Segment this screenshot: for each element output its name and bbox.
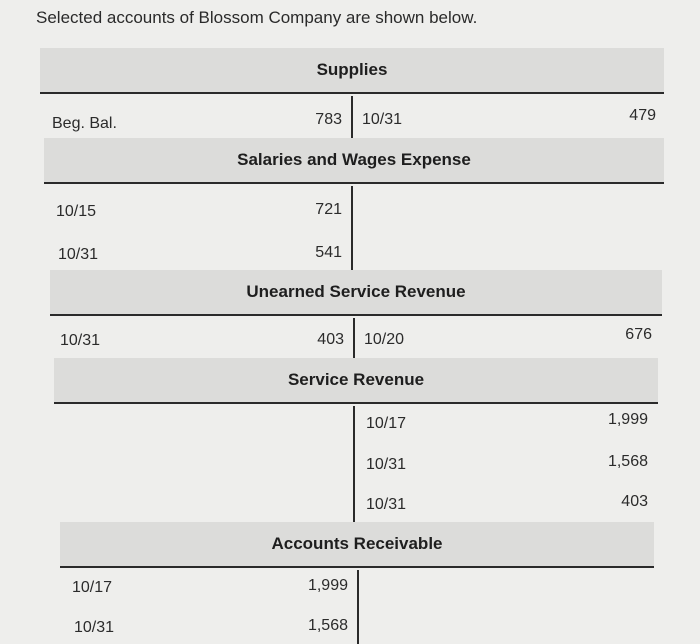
account-title: Service Revenue: [287, 370, 425, 389]
debit-amount: 783: [315, 111, 342, 128]
credit-label: 10/31: [366, 456, 407, 473]
debit-amount: 1,568: [307, 617, 348, 634]
account-title: Unearned Service Revenue: [246, 282, 466, 301]
t-divider: [353, 406, 355, 522]
account-title-bar: [50, 270, 662, 316]
debit-label: 10/31: [58, 246, 99, 263]
account-title: Supplies: [316, 60, 388, 79]
credit-amount: 479: [629, 107, 656, 124]
account-title-bar: [40, 48, 664, 94]
debit-label: Beg. Bal.: [52, 115, 117, 132]
debit-amount: 541: [315, 244, 342, 261]
credit-amount: 676: [625, 326, 652, 343]
t-divider: [357, 570, 359, 644]
account-title-bar: [54, 358, 658, 404]
credit-label: 10/20: [364, 331, 405, 348]
t-divider: [351, 186, 353, 270]
intro-text: Selected accounts of Blossom Company are shown below.: [36, 8, 478, 27]
debit-amount: 1,999: [307, 577, 348, 594]
t-divider: [351, 96, 353, 138]
credit-amount: 1,999: [607, 411, 648, 428]
credit-label: 10/31: [366, 496, 407, 513]
debit-label: 10/31: [74, 619, 115, 636]
account-title: Accounts Receivable: [271, 534, 443, 553]
credit-label: 10/17: [366, 415, 407, 432]
credit-amount: 403: [621, 493, 648, 510]
credit-label: 10/31: [362, 111, 403, 128]
debit-label: 10/17: [72, 579, 113, 596]
t-divider: [353, 318, 355, 358]
debit-amount: 403: [317, 331, 344, 348]
account-title-bar: [60, 522, 654, 568]
debit-label: 10/15: [56, 203, 97, 220]
account-title: Salaries and Wages Expense: [237, 150, 471, 169]
debit-amount: 721: [315, 201, 342, 218]
debit-label: 10/31: [60, 332, 101, 349]
credit-amount: 1,568: [607, 453, 648, 470]
account-title-bar: [44, 138, 664, 184]
